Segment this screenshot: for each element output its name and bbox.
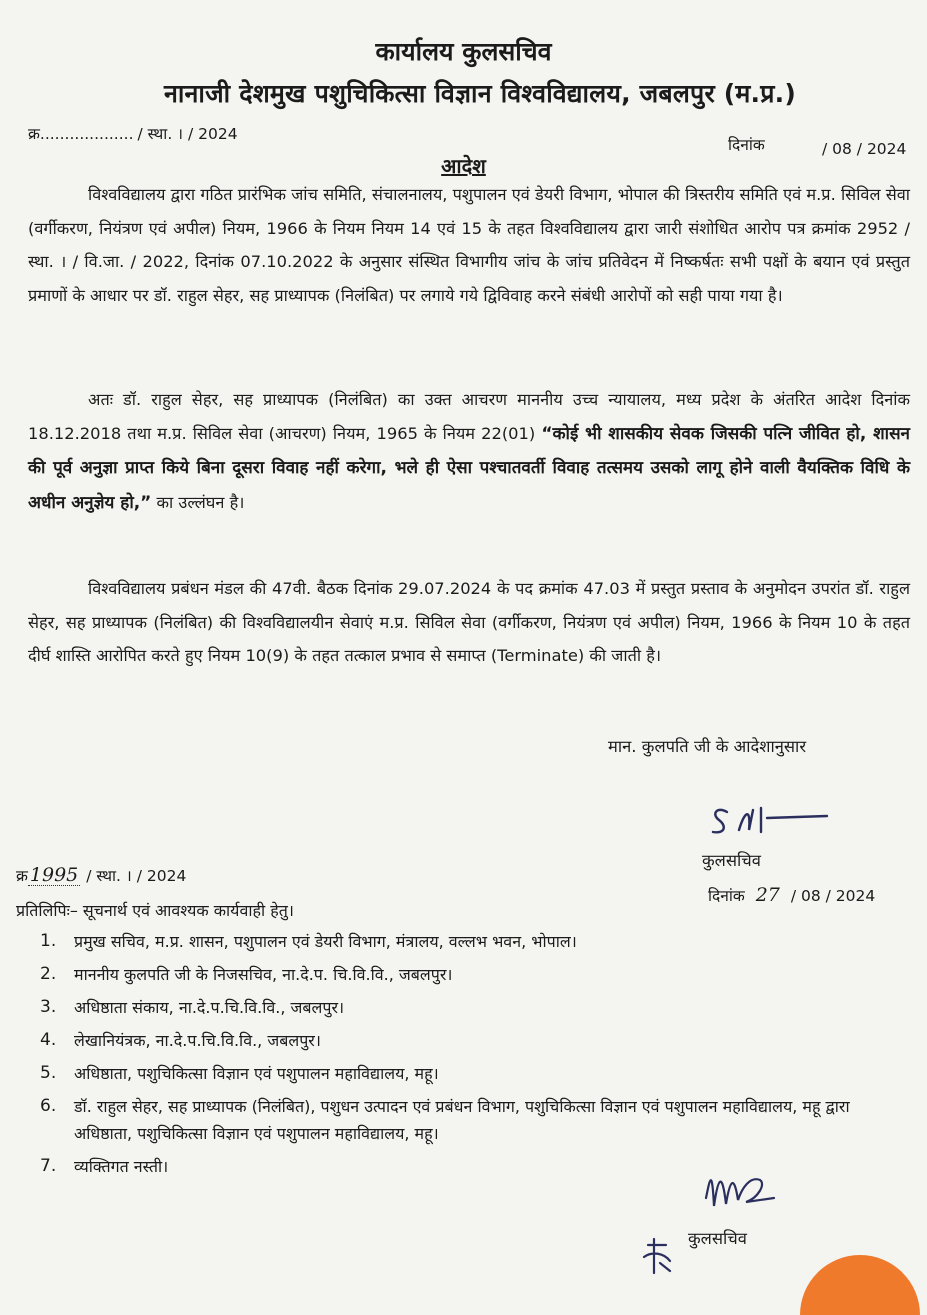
- order-title: आदेश: [441, 154, 486, 178]
- by-order-line: मान. कुलपति जी के आदेशानुसार: [608, 737, 807, 756]
- paragraph-2: अतः डॉ. राहुल सेहर, सह प्राध्यापक (निलंबित) का उक्त आचरण माननीय उच्च न्यायालय, मध्य प्रदेश के अंतरित आदेश दिनांक 18.12.2018 तथा म.प्र. सिविल सेवा (आचरण) नियम, 1965 के नियम 22(01) “कोई भी शासकीय सेवक जिसकी पत्नि जीवित हो, शासन की पूर्व अनुज्ञा प्राप्त किये बिना दूसरा विवाह नहीं करेगा, भले ही ऐसा पश्चातवर्ती विवाह तत्समय उसको लागू होने वाली वैयक्तिक विधि के अधीन अनुज्ञेय हो,” का उल्लंघन है।: [28, 390, 910, 513]
- copy-to-line: प्रतिलिपिः– सूचनार्थ एवं आवश्यक कार्यवाही हेतु।: [16, 901, 294, 920]
- university-heading: नानाजी देशमुख पशुचिकित्सा विज्ञान विश्वविद्यालय, जबलपुर (म.प्र.): [164, 79, 796, 108]
- orange-corner-shape: [800, 1255, 920, 1315]
- handwritten-day: 27: [755, 884, 780, 906]
- handwritten-number: 1995: [29, 864, 79, 886]
- office-heading: कार्यालय कुलसचिव: [375, 37, 552, 66]
- list-item: 5. अधिष्ठाता, पशुचिकित्सा विज्ञान एवं पशुपालन महाविद्यालय, महू।: [40, 1063, 439, 1083]
- list-item: 1. प्रमुख सचिव, म.प्र. शासन, पशुपालन एवं डेयरी विभाग, मंत्रालय, वल्लभ भवन, भोपाल।: [40, 931, 577, 951]
- date-value-top: / 08 / 2024: [822, 140, 907, 158]
- date-label-top: दिनांक: [728, 136, 765, 154]
- date-bottom: दिनांक 27 / 08 / 2024: [708, 884, 876, 906]
- registrar-label-1: कुलसचिव: [702, 851, 761, 870]
- paragraph-1: विश्वविद्यालय द्वारा गठित प्रारंभिक जांच समिति, संचालनालय, पशुपालन एवं डेयरी विभाग, भोपाल की त्रिस्तरीय समिति एवं म.प्र. सिविल सेवा (वर्गीकरण, नियंत्रण एवं अपील) नियम, 1966 के नियम नियम 14 एवं 15 के तहत विश्वविद्यालय द्वारा जारी संशोधित आरोप पत्र क्रमांक 2952 / स्था. । / वि.जा. / 2022, दिनांक 07.10.2022 के अनुसार संस्थित विभागीय जांच के जांच प्रतिवेदन में निष्कर्षतः सभी पक्षों के बयान एवं प्रस्तुत प्रमाणों के आधार पर डॉ. राहुल सेहर, सह प्राध्यापक (निलंबित) पर लगाये गये द्विविवाह करने संबंधी आरोपों को सही पाया गया है।: [28, 185, 910, 305]
- list-item: 7. व्यक्तिगत नस्ती।: [40, 1156, 169, 1176]
- list-item: 2. माननीय कुलपति जी के निजसचिव, ना.दे.प. चि.वि.वि., जबलपुर।: [40, 964, 453, 984]
- reference-number-top: क्र................... / स्था. । / 2024: [28, 125, 238, 143]
- copy-recipient-list: [40, 925, 900, 1183]
- rule-quote: “कोई भी शासकीय सेवक जिसकी पत्नि जीवित हो, शासन की पूर्व अनुज्ञा प्राप्त किये बिना दूसरा विवाह नहीं करेगा, भले ही ऐसा पश्चातवर्ती विवाह तत्समय उसको लागू होने वाली वैयक्तिक विधि के अधीन अनुज्ञेय हो,”: [28, 423, 910, 513]
- list-item: 4. लेखानियंत्रक, ना.दे.प.चि.वि.वि., जबलपुर।: [40, 1030, 321, 1050]
- reference-number-bottom: क्र 1995 / स्था. । / 2024: [16, 864, 187, 886]
- initial-mark: [640, 1235, 676, 1275]
- list-item: 3. अधिष्ठाता संकाय, ना.दे.प.चि.वि.वि., जबलपुर।: [40, 997, 345, 1017]
- signature-1: [705, 800, 835, 845]
- registrar-label-2: कुलसचिव: [688, 1229, 747, 1248]
- list-item: 6. डॉ. राहुल सेहर, सह प्राध्यापक (निलंबित), पशुधन उत्पादन एवं प्रबंधन विभाग, पशुचिकित्सा विज्ञान एवं पशुपालन महाविद्यालय, महू द्वारा अधिष्ठाता, पशुचिकित्सा विज्ञान एवं पशुपालन महाविद्यालय, महू।: [40, 1096, 850, 1143]
- signature-2: [700, 1158, 780, 1216]
- paragraph-3: विश्वविद्यालय प्रबंधन मंडल की 47वी. बैठक दिनांक 29.07.2024 के पद क्रमांक 47.03 में प्रस्तुत प्रस्ताव के अनुमोदन उपरांत डॉ. राहुल सेहर, सह प्राध्यापक (निलंबित) की विश्वविद्यालयीन सेवाएं म.प्र. सिविल सेवा (वर्गीकरण, नियंत्रण एवं अपील) नियम, 1966 के नियम 10 के तहत दीर्घ शास्ति आरोपित करते हुए नियम 10(9) के तहत तत्काल प्रभाव से समाप्त (Terminate) की जाती है।: [28, 579, 910, 665]
